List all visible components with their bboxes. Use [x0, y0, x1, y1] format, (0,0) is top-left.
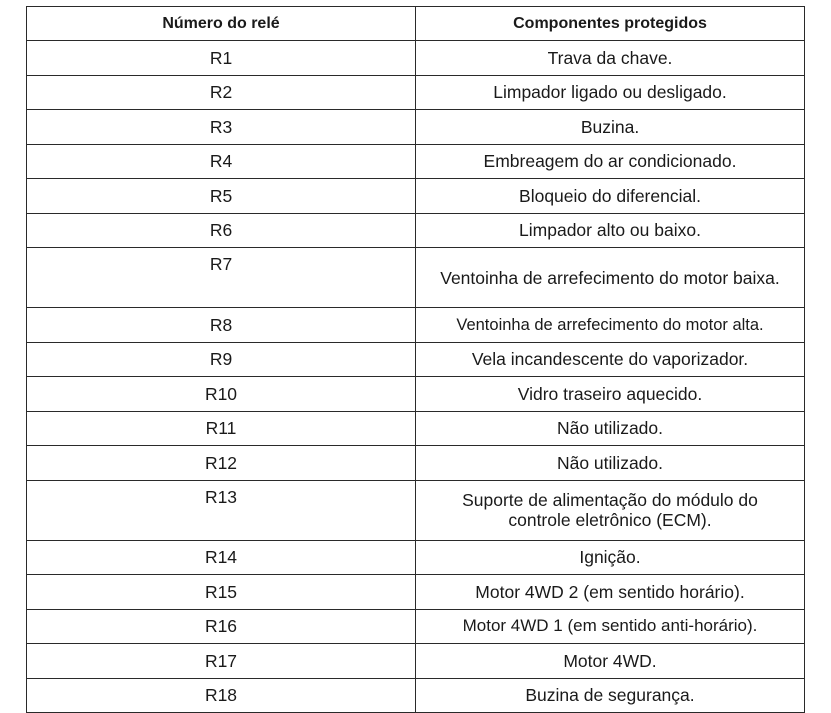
relay-number-cell: R15 [27, 575, 416, 610]
relay-number-cell: R9 [27, 342, 416, 377]
component-cell: Ignição. [416, 540, 805, 575]
table-row [27, 480, 805, 540]
table-row [27, 540, 805, 575]
table-row [27, 179, 805, 214]
table-row [27, 609, 805, 644]
component-cell: Motor 4WD 2 (em sentido horário). [416, 575, 805, 610]
table-row [27, 308, 805, 343]
relay-number-cell: R10 [27, 377, 416, 412]
relay-number-cell: R18 [27, 678, 416, 713]
relay-number-cell: R3 [27, 110, 416, 145]
component-cell: Limpador ligado ou desligado. [416, 75, 805, 110]
table-row [27, 678, 805, 713]
relay-number-cell: R5 [27, 179, 416, 214]
table-row [27, 342, 805, 377]
relay-number-cell: R1 [27, 41, 416, 76]
component-cell: Embreagem do ar condicionado. [416, 144, 805, 179]
component-cell: Não utilizado. [416, 411, 805, 446]
table-row [27, 213, 805, 248]
table-row [27, 75, 805, 110]
component-cell: Trava da chave. [416, 41, 805, 76]
relay-number-cell: R7 [27, 248, 416, 308]
component-cell: Limpador alto ou baixo. [416, 213, 805, 248]
header-row [27, 7, 805, 41]
header-protected-components: Componentes protegidos [416, 7, 805, 41]
component-cell: Motor 4WD. [416, 644, 805, 679]
table-row [27, 644, 805, 679]
relay-number-cell: R13 [27, 480, 416, 540]
table-row [27, 110, 805, 145]
table-row [27, 144, 805, 179]
component-cell: Não utilizado. [416, 446, 805, 481]
header-relay-number: Número do relé [27, 7, 416, 41]
component-cell: Vidro traseiro aquecido. [416, 377, 805, 412]
component-cell: Buzina. [416, 110, 805, 145]
relay-number-cell: R6 [27, 213, 416, 248]
component-cell: Suporte de alimentação do módulo do controle eletrônico (ECM). [416, 480, 805, 540]
table-row [27, 411, 805, 446]
relay-number-cell: R14 [27, 540, 416, 575]
table-row [27, 41, 805, 76]
relay-number-cell: R16 [27, 609, 416, 644]
component-cell: Motor 4WD 1 (em sentido anti-horário). [416, 609, 805, 644]
component-cell: Ventoinha de arrefecimento do motor baixa. [416, 248, 805, 308]
relay-number-cell: R2 [27, 75, 416, 110]
component-cell: Ventoinha de arrefecimento do motor alta. [416, 308, 805, 343]
component-cell: Vela incandescente do vaporizador. [416, 342, 805, 377]
relay-number-cell: R11 [27, 411, 416, 446]
component-cell: Buzina de segurança. [416, 678, 805, 713]
table-row [27, 377, 805, 412]
relay-number-cell: R17 [27, 644, 416, 679]
relay-number-cell: R8 [27, 308, 416, 343]
relay-number-cell: R4 [27, 144, 416, 179]
table-row [27, 248, 805, 308]
component-cell: Bloqueio do diferencial. [416, 179, 805, 214]
relay-table [26, 6, 805, 713]
table-row [27, 575, 805, 610]
relay-number-cell: R12 [27, 446, 416, 481]
table-row [27, 446, 805, 481]
